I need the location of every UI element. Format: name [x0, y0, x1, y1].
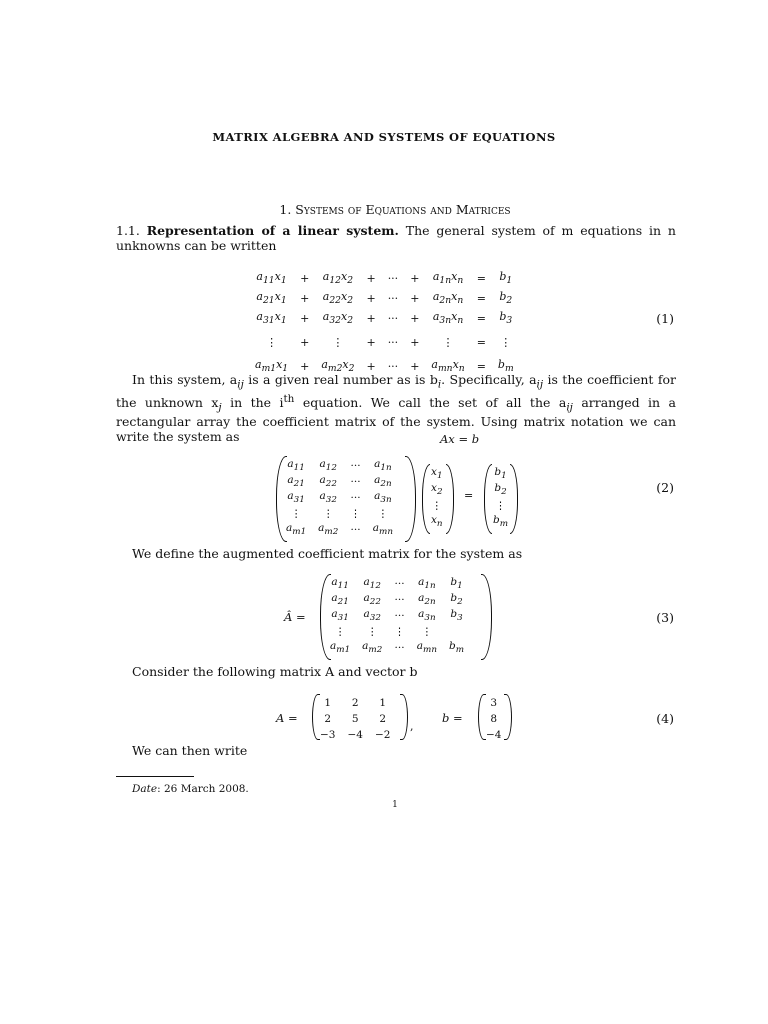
paper-title: MATRIX ALGEBRA AND SYSTEMS OF EQUATIONS	[212, 130, 556, 144]
footnote	[132, 783, 249, 795]
footnote-text: : 26 March 2008.	[157, 783, 249, 795]
subsection-paragraph	[116, 224, 676, 253]
consider-text: Consider the following matrix A and vector b	[132, 664, 418, 679]
equation-row: $a_{m1}x_1$ + $a_{m2}x_2$ + ··· + $a_{mn}x_n$ = $b_m$	[255, 357, 514, 375]
matrix-A: 1 2 1 2 5 2 −3 −4 −2	[312, 694, 408, 740]
footnote-label: Date	[132, 783, 158, 795]
constant-vector: $b_1$ $b_2$ ⋮ $b_m$	[484, 464, 518, 534]
coefficient-paragraph: In this system, $a_{ij}$ is a given real number as is $b_i$. Specifically, $a_{ij}$ is the coefficient for the unknown $x_j$ in the $i^{th}$ equation. We call the set of all the $a_{ij}$ arranged in a rectangular array the coefficient matrix of the system. Using matrix notation we can write the system as	[116, 372, 676, 444]
equation-system	[248, 267, 521, 377]
equation-row: $a_{31}x_1$ + $a_{32}x_2$ + ··· + $a_{3n}x_n$ = $b_3$	[256, 309, 513, 327]
vector-b-symbol: b =	[442, 711, 463, 725]
equation-number-4: (4)	[656, 711, 674, 726]
augmented-symbol: Â =	[284, 610, 306, 624]
then-text: We can then write	[132, 743, 248, 758]
augmented-text: We define the augmented coefficient matrix for the system as	[132, 546, 523, 561]
equation-row: $a_{21}x_1$ + $a_{22}x_2$ + ··· + $a_{2n}x_n$ = $b_2$	[256, 289, 513, 307]
subsection-title: Representation of a linear system.	[146, 223, 399, 238]
page-number: 1	[392, 800, 398, 810]
section-heading: 1. Systems of Equations and Matrices	[279, 202, 511, 217]
equation-number-2: (2)	[656, 480, 674, 495]
augmented-matrix: $a_{11}$ $a_{12}$ ··· $a_{1n}$ $b_1$ $a_{21}$ $a_{22}$ ··· $a_{2n}$ $b_2$ $a_{31}$ $a_{32}$ ··· $a_{3n}$ $b_3$ ⋮ ⋮ ⋮ ⋮ $a_{m1}$ $a_{m2}$ ··· $a_{mn}$ $b_m$	[320, 574, 492, 660]
intro-text: The general system of m equations in n unknowns can be written	[116, 223, 676, 253]
coefficient-matrix: $a_{11}$ $a_{12}$ ··· $a_{1n}$ $a_{21}$ $a_{22}$ ··· $a_{2n}$ $a_{31}$ $a_{32}$ ··· $a_{3n}$ ⋮ ⋮ ⋮ ⋮ $a_{m1}$ $a_{m2}$ ··· $a_{mn}$	[276, 456, 416, 542]
subsection-number: 1.1.	[116, 223, 140, 238]
matrix-A-symbol: A =	[276, 711, 298, 725]
equation-number-3: (3)	[656, 610, 674, 625]
comma: ,	[410, 720, 414, 733]
equals-sign: =	[464, 489, 474, 502]
footnote-rule	[116, 776, 194, 777]
equation-row: ⋮ + ⋮ + ··· + ⋮ = ⋮	[266, 335, 512, 349]
unknown-vector: $x_1$ $x_2$ ⋮ $x_n$	[422, 464, 454, 534]
equation-number-1: (1)	[656, 311, 674, 326]
vector-b: 3 8 −4	[478, 694, 512, 740]
equation-row: $a_{11}x_1$ + $a_{12}x_2$ + ··· + $a_{1n}x_n$ = $b_1$	[256, 269, 513, 287]
matrix-equation-ax-b: Ax = b	[440, 432, 480, 446]
